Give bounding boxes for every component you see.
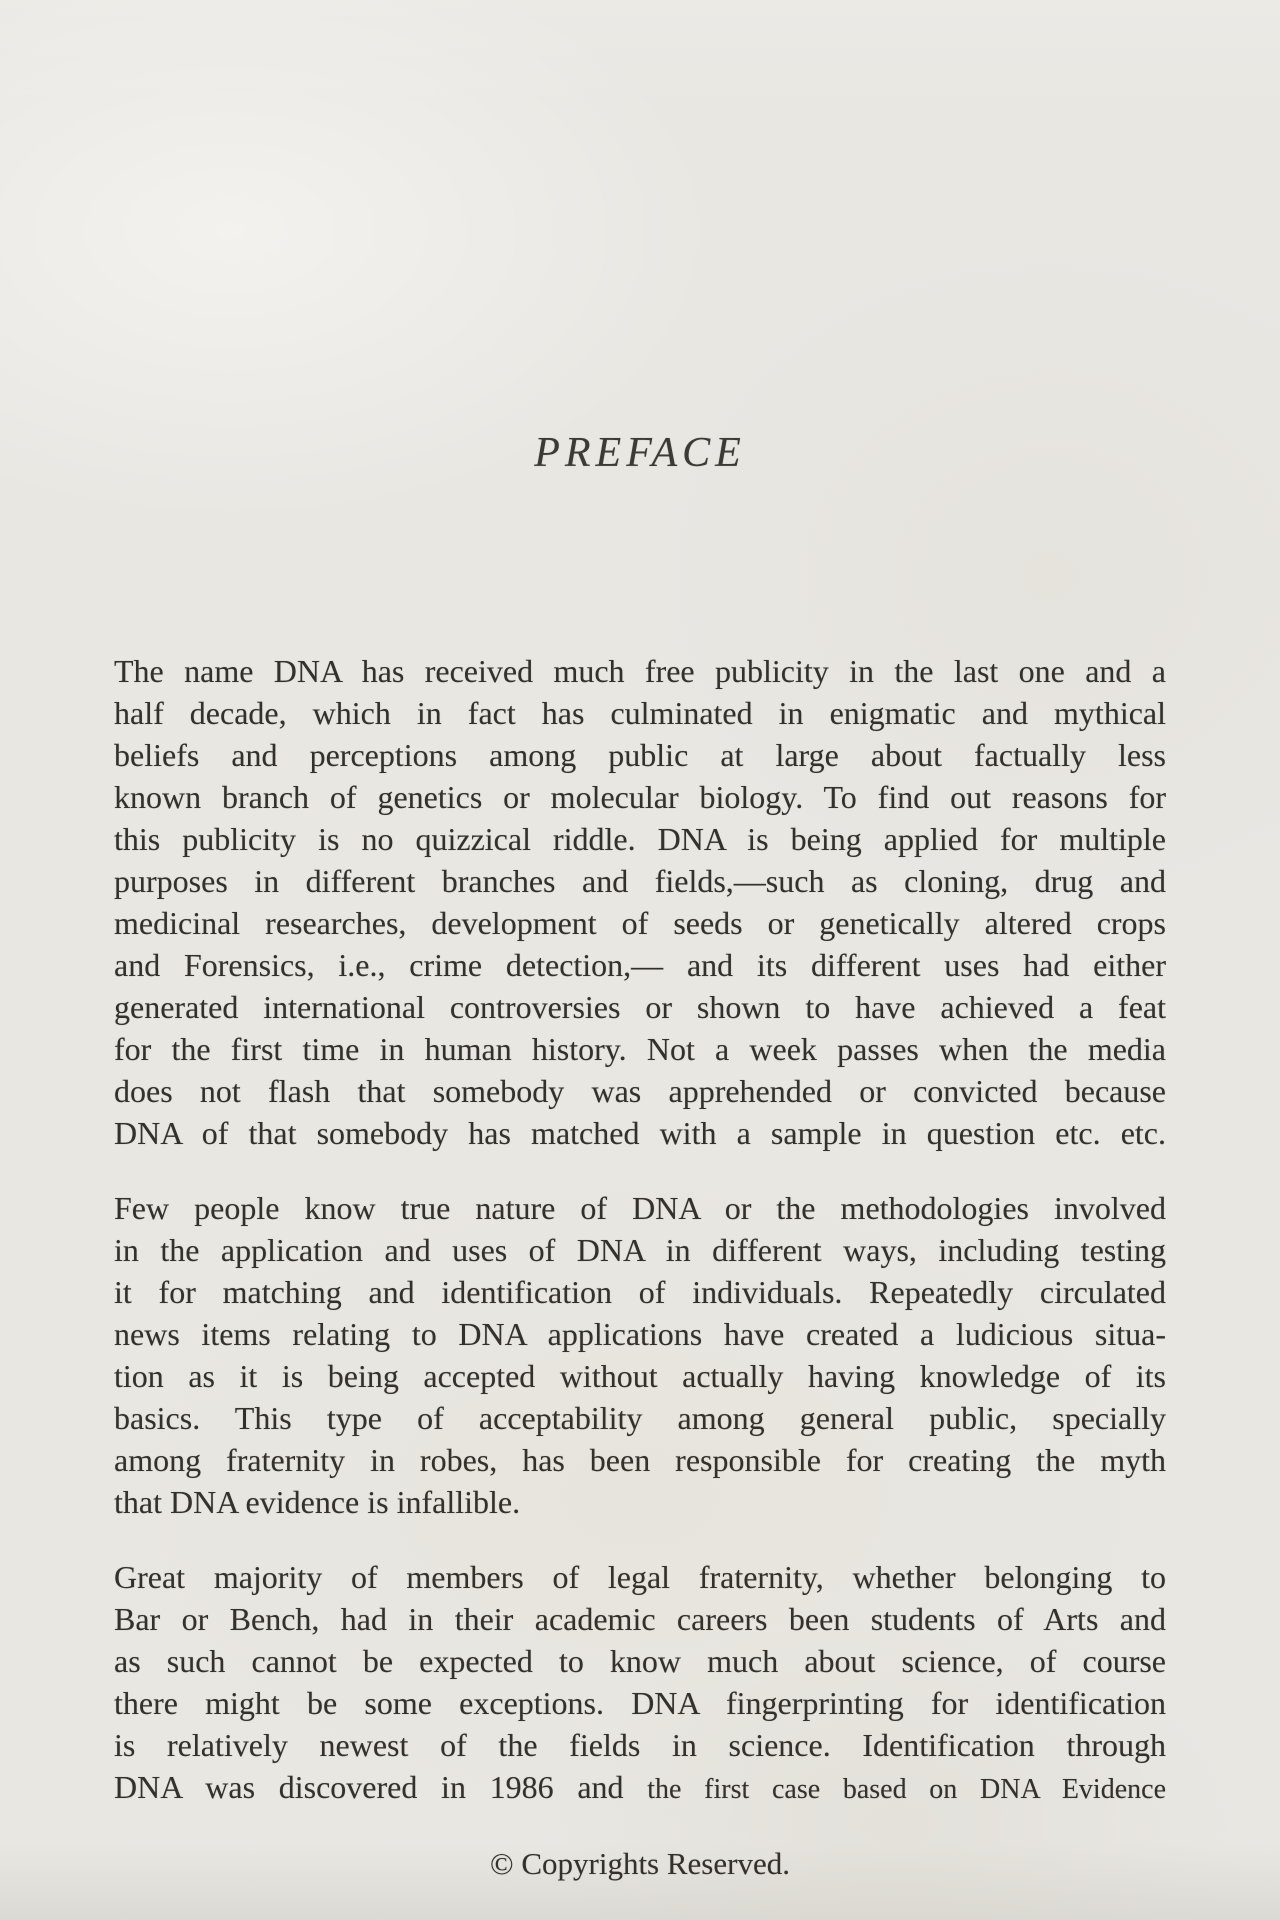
text-line: news items relating to DNA applications have created a ludicious situa-: [114, 1316, 1166, 1352]
text-line: tion as it is being accepted without actually having knowledge of its: [114, 1358, 1166, 1394]
text-line: DNA of that somebody has matched with a sample in question etc. etc.: [114, 1115, 1166, 1151]
text-line: The name DNA has received much free publicity in the last one and a: [114, 653, 1166, 689]
text-line: that DNA evidence is infallible.: [114, 1484, 521, 1520]
text-line: known branch of genetics or molecular biology. To find out reasons for: [114, 779, 1166, 815]
text-line: Few people know true nature of DNA or the methodologies involved: [114, 1190, 1166, 1226]
text-line: purposes in different branches and fields,—such as cloning, drug and: [114, 863, 1166, 899]
text-line: basics. This type of acceptability among general public, specially: [114, 1400, 1166, 1436]
text-line: Bar or Bench, had in their academic careers been students of Arts and: [114, 1601, 1166, 1637]
paragraph: [114, 650, 1166, 1154]
text-line: for the first time in human history. Not a week passes when the media: [114, 1031, 1166, 1067]
paragraph: [114, 1556, 1166, 1808]
text-line: does not flash that somebody was apprehended or convicted because: [114, 1073, 1166, 1109]
text-line: as such cannot be expected to know much about science, of course: [114, 1643, 1166, 1679]
page-title: PREFACE: [534, 430, 746, 476]
text-line: medicinal researches, development of seeds or genetically altered crops: [114, 905, 1166, 941]
text-line: in the application and uses of DNA in different ways, including testing: [114, 1232, 1166, 1268]
text-line: beliefs and perceptions among public at large about factually less: [114, 737, 1166, 773]
preface-text: [114, 650, 1166, 1808]
text-line: [114, 1766, 1166, 1808]
text-line: it for matching and identification of individuals. Repeatedly circulated: [114, 1274, 1166, 1310]
text-line: generated international controversies or shown to have achieved a feat: [114, 989, 1166, 1025]
text-line: is relatively newest of the fields in science. Identification through: [114, 1727, 1166, 1763]
text-line: half decade, which in fact has culminated in enigmatic and mythical: [114, 695, 1166, 731]
text-segment: DNA was discovered in 1986 and: [114, 1769, 648, 1805]
text-line: Great majority of members of legal fraternity, whether belonging to: [114, 1559, 1166, 1595]
copyright-notice: © Copyrights Reserved.: [490, 1846, 790, 1881]
text-line: and Forensics, i.e., crime detection,— and its different uses had either: [114, 947, 1166, 983]
paragraph: [114, 1187, 1166, 1523]
text-line: this publicity is no quizzical riddle. DNA is being applied for multiple: [114, 821, 1166, 857]
text-segment-small: the first case based on DNA Evidence: [647, 1774, 1166, 1805]
text-line: among fraternity in robes, has been responsible for creating the myth: [114, 1442, 1166, 1478]
text-line: there might be some exceptions. DNA fingerprinting for identification: [114, 1685, 1166, 1721]
